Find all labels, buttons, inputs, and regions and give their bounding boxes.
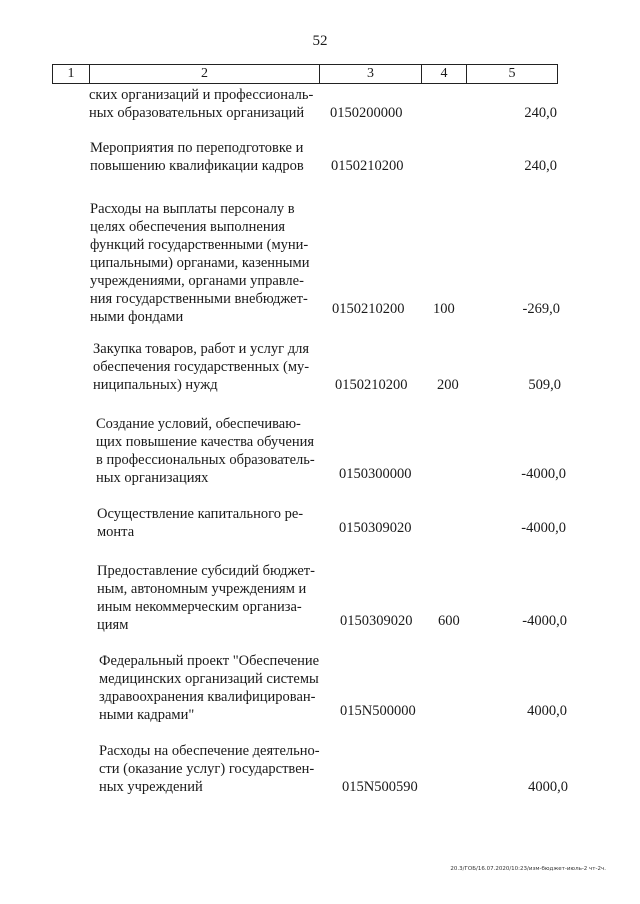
target-article-code: 0150200000 [330, 105, 403, 121]
amount-value: 4000,0 [527, 703, 567, 719]
header-col-5: 5 [466, 65, 557, 83]
description-line: Закупка товаров, работ и услуг для [93, 341, 310, 357]
description-line: здравоохранения квалифицирован- [99, 689, 316, 705]
target-article-code: 0150309020 [339, 520, 412, 536]
description-line: Осуществление капитального ре- [97, 506, 304, 522]
header-col-3: 3 [319, 65, 421, 83]
description-line: Расходы на выплаты персоналу в [90, 201, 295, 217]
target-article-code: 015N500000 [340, 703, 416, 719]
description-line: обеспечения государственных (му- [93, 359, 310, 375]
row-description [90, 200, 322, 326]
description-line: ных образовательных организаций [89, 105, 305, 121]
expense-type-code: 600 [438, 613, 460, 629]
description-line: Предоставление субсидий бюджет- [97, 563, 315, 579]
description-line: циям [97, 617, 129, 633]
description-line: щих повышение качества обучения [96, 434, 315, 450]
description-line: медицинских организаций системы [99, 671, 319, 687]
row-description [89, 86, 321, 122]
description-line: функций государственными (муни- [90, 237, 309, 253]
description-line: сти (оказание услуг) государствен- [99, 761, 315, 777]
description-line: Федеральный проект "Обеспечение [99, 653, 320, 669]
description-line: ских организаций и профессиональ- [89, 87, 314, 103]
description-line: в профессиональных образователь- [96, 452, 315, 468]
row-description [96, 415, 328, 487]
description-line: Расходы на обеспечение деятельно- [99, 743, 320, 759]
amount-value: -4000,0 [521, 520, 566, 536]
target-article-code: 015N500590 [342, 779, 418, 795]
header-col-1: 1 [67, 66, 75, 81]
description-line: Мероприятия по переподготовке и [90, 140, 304, 156]
page-number: 52 [312, 33, 328, 49]
document-footer-reference: 20.3/ГОБ/16.07.2020/10:23/изм-бюджет-июль-2 чт-2ч. [450, 866, 606, 872]
row-description [90, 139, 322, 175]
description-line: повышению квалификации кадров [90, 158, 304, 174]
target-article-code: 0150210200 [331, 158, 404, 174]
target-article-code: 0150309020 [340, 613, 413, 629]
amount-value: -4000,0 [522, 613, 567, 629]
target-article-code: 0150210200 [332, 301, 405, 317]
description-line: иным некоммерческим организа- [97, 599, 302, 615]
header-col-4: 4 [421, 65, 466, 83]
row-description [99, 742, 331, 796]
description-line: учреждениями, органами управле- [90, 273, 304, 289]
amount-value: 240,0 [524, 158, 557, 174]
amount-value: 4000,0 [528, 779, 568, 795]
table-header-row [52, 64, 558, 84]
description-line: ными кадрами" [99, 707, 195, 723]
description-line: ными фондами [90, 309, 184, 325]
amount-value: -269,0 [522, 301, 560, 317]
description-line: ных организациях [96, 470, 209, 486]
target-article-code: 0150210200 [335, 377, 408, 393]
description-line: ниципальных) нужд [93, 377, 218, 393]
expense-type-code: 200 [437, 377, 459, 393]
row-description [97, 505, 329, 541]
description-line: ных учреждений [99, 779, 203, 795]
description-line: ния государственными внебюджет- [90, 291, 308, 307]
row-description [93, 340, 325, 394]
amount-value: 240,0 [524, 105, 557, 121]
row-description [99, 652, 331, 724]
description-line: ципальными) органами, казенными [90, 255, 310, 271]
target-article-code: 0150300000 [339, 466, 412, 482]
header-col-2: 2 [89, 65, 319, 83]
description-line: монта [97, 524, 135, 540]
row-description [97, 562, 329, 634]
description-line: целях обеспечения выполнения [90, 219, 286, 235]
description-line: ным, автономным учреждениям и [97, 581, 307, 597]
amount-value: 509,0 [528, 377, 561, 393]
description-line: Создание условий, обеспечиваю- [96, 416, 301, 432]
expense-type-code: 100 [433, 301, 455, 317]
amount-value: -4000,0 [521, 466, 566, 482]
